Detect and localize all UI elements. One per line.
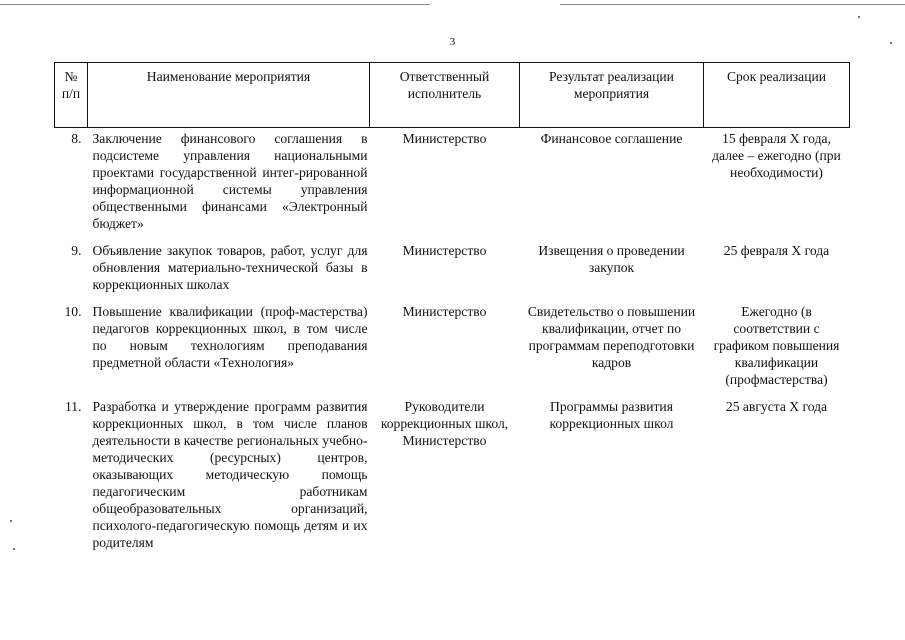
scan-top-edge	[0, 4, 430, 5]
row-result: Свидетельство о повышении квалификации, отчет по программам переподготовки кадров	[527, 304, 696, 370]
header-num: № п/п	[55, 63, 88, 128]
row-activity: Заключение финансового соглашения в подсистеме управления национальными проектами государственной интег-рированной информационной системы управления общественными финансами «Электронный бюджет»	[92, 131, 368, 231]
scan-speck	[10, 520, 12, 522]
header-deadline: Срок реализации	[704, 63, 850, 128]
header-responsible: Ответственный исполнитель	[370, 63, 520, 128]
table-row	[55, 303, 850, 388]
table-header-row	[55, 63, 850, 128]
row-deadline: 25 августа X года	[725, 399, 828, 414]
row-activity: Объявление закупок товаров, работ, услуг для обновления материально-технической базы в коррекционных школах	[92, 243, 368, 292]
row-deadline: 15 февраля X года, далее – ежегодно (при необходимости)	[712, 131, 841, 180]
row-activity: Разработка и утверждение программ развития коррекционных школ, в том числе планов деятельности в качестве региональных учебно-методических (ресурсных) центров, оказывающих методическую помощь педагогическим работникам общеобразовательных организаций, психолого-педагогическую помощь детям и их родителям	[92, 399, 368, 550]
row-responsible: Министерство	[402, 304, 487, 319]
row-result: Финансовое соглашение	[540, 131, 683, 146]
row-number: 9.	[71, 243, 82, 258]
row-responsible: Руководители коррекционных школ, Министерство	[380, 399, 509, 448]
row-number: 8.	[71, 131, 82, 146]
row-spacer	[55, 388, 850, 398]
table-row	[55, 398, 850, 551]
row-deadline: 25 февраля X года	[723, 243, 830, 258]
row-responsible: Министерство	[402, 131, 487, 146]
table-row	[55, 128, 850, 233]
header-name: Наименование мероприятия	[88, 63, 370, 128]
row-result: Извещения о проведении закупок	[538, 243, 685, 275]
row-deadline: Ежегодно (в соответствии с графиком повышения квалификации (профмастерства)	[713, 304, 840, 387]
table-row	[55, 242, 850, 293]
row-activity: Повышение квалификации (проф-мастерства) педагогов коррекционных школ, в том числе по новым технологиям преподавания предметной области «Технология»	[92, 304, 368, 370]
row-number: 11.	[65, 399, 82, 414]
row-number: 10.	[64, 304, 82, 319]
scan-top-edge-right	[560, 4, 905, 5]
scan-speck	[13, 548, 15, 550]
header-result: Результат реализации мероприятия	[520, 63, 704, 128]
action-plan-table	[54, 62, 850, 551]
row-spacer	[55, 293, 850, 303]
row-spacer	[55, 232, 850, 242]
scan-speck	[858, 16, 860, 18]
page-number: 3	[449, 36, 456, 48]
row-result: Программы развития коррекционных школ	[549, 399, 674, 431]
row-responsible: Министерство	[402, 243, 487, 258]
